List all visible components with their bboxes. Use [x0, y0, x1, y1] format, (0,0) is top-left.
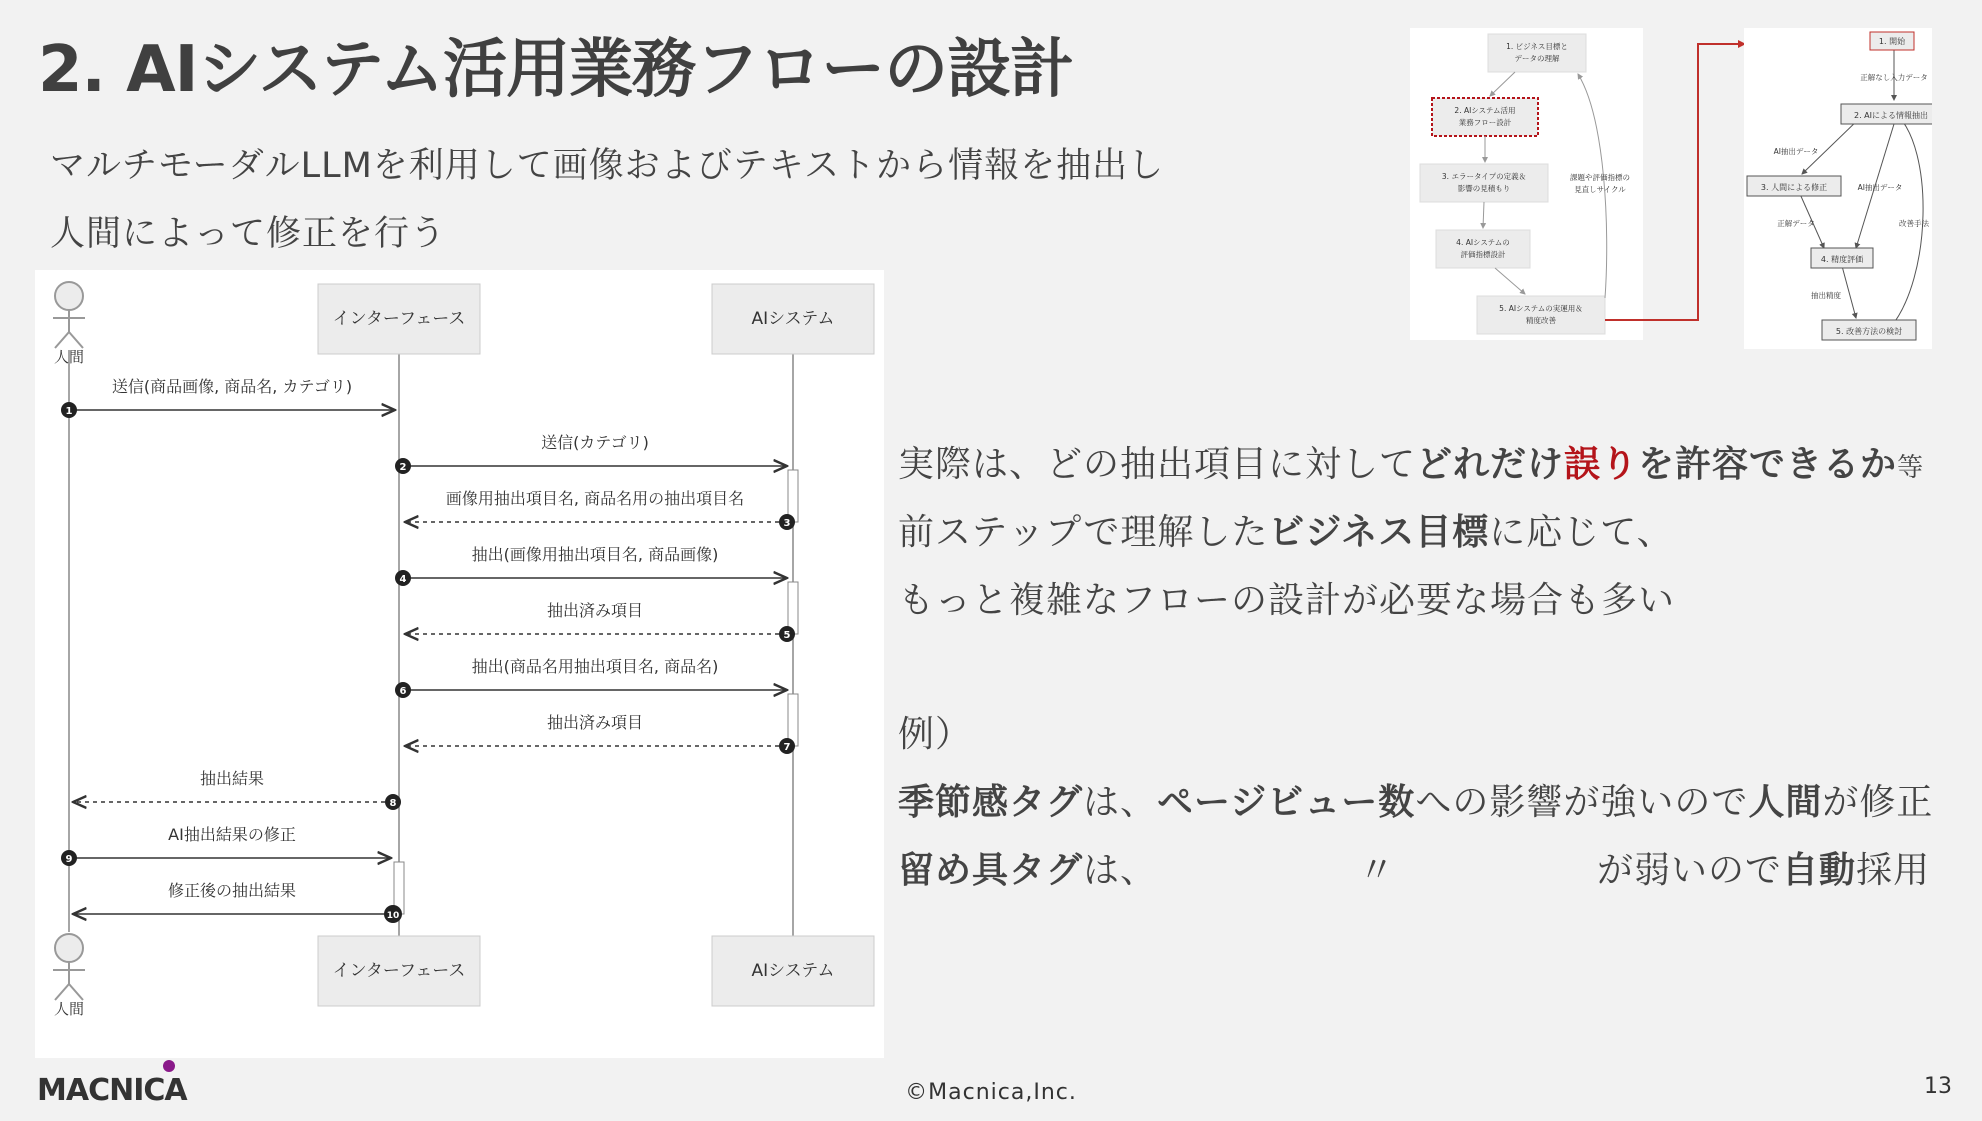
message-label-5: 抽出済み項目: [546, 601, 644, 620]
actor-label-bottom: 人間: [53, 1000, 85, 1018]
svg-text:6: 6: [399, 686, 407, 697]
svg-text:9: 9: [65, 854, 73, 865]
body-line-5: 季節感タグは、ページビュー数への影響が強いので人間が修正: [898, 782, 1934, 823]
message-label-3: 画像用抽出項目名, 商品名用の抽出項目名: [445, 489, 745, 508]
sequence-diagram: [35, 270, 884, 1058]
message-label-4: 抽出(画像用抽出項目名, 商品画像): [471, 545, 719, 564]
participant-label-interface-top: インターフェース: [332, 309, 466, 329]
activation-ai-2: [788, 582, 798, 634]
subtitle-line-1: マルチモーダルLLMを利用して画像およびテキストから情報を抽出し: [50, 146, 1165, 186]
detail-flow-thumbnail: [1744, 28, 1932, 349]
flow-step-1: [1488, 34, 1586, 72]
flow-loop-label: 課題や評価指標の: [1570, 173, 1630, 182]
svg-text:8: 8: [389, 798, 397, 809]
message-label-6: 抽出(商品名用抽出項目名, 商品名): [471, 657, 719, 676]
activation-ai-1: [788, 470, 798, 522]
svg-text:データの理解: データの理解: [1514, 54, 1560, 63]
svg-text:4. 精度評価: 4. 精度評価: [1820, 255, 1864, 264]
svg-text:4: 4: [399, 574, 407, 585]
sequence-diagram-svg: [35, 270, 884, 1058]
svg-text:正解データ: 正解データ: [1777, 219, 1815, 228]
thumbnail-connector-arrow: [1600, 30, 1750, 330]
message-label-1: 送信(商品画像, 商品名, カテゴリ): [111, 377, 353, 396]
svg-text:改善手法: 改善手法: [1899, 219, 1929, 228]
svg-text:1: 1: [65, 406, 73, 417]
subtitle-line-2: 人間によって修正を行う: [50, 214, 447, 254]
body-line-3: もっと複雑なフローの設計が必要な場合も多い: [898, 580, 1676, 621]
copyright: ©Macnica,Inc.: [905, 1080, 1077, 1105]
svg-text:MACNICA: MACNICA: [37, 1073, 187, 1104]
message-label-7: 抽出済み項目: [546, 713, 644, 732]
actor-figure-top: [53, 282, 85, 348]
ditto-mark: 〃: [1358, 850, 1396, 891]
message-label-9: AI抽出結果の修正: [168, 825, 296, 844]
svg-text:抽出精度: 抽出精度: [1811, 291, 1841, 300]
svg-text:2. AIシステム活用: 2. AIシステム活用: [1454, 106, 1516, 115]
svg-text:5. 改善方法の検討: 5. 改善方法の検討: [1835, 327, 1903, 336]
svg-text:精度改善: 精度改善: [1526, 316, 1556, 325]
svg-text:5: 5: [783, 630, 791, 641]
svg-text:正解なし入力データ: 正解なし入力データ: [1860, 73, 1928, 82]
message-label-8: 抽出結果: [199, 769, 265, 788]
svg-text:3. 人間による修正: 3. 人間による修正: [1760, 183, 1828, 192]
page-number: 13: [1924, 1074, 1952, 1099]
flow-step-3: [1420, 164, 1548, 202]
svg-text:1. 開始: 1. 開始: [1878, 37, 1906, 46]
svg-text:業務フロー設計: 業務フロー設計: [1458, 118, 1512, 127]
svg-text:AI抽出データ: AI抽出データ: [1857, 183, 1903, 192]
participant-label-ai-top: AIシステム: [751, 309, 835, 329]
svg-text:4. AIシステムの: 4. AIシステムの: [1456, 238, 1510, 247]
svg-text:見直しサイクル: 見直しサイクル: [1574, 185, 1626, 194]
svg-text:影響の見積もり: 影響の見積もり: [1457, 184, 1511, 193]
svg-text:2. AIによる情報抽出: 2. AIによる情報抽出: [1853, 111, 1929, 120]
flow-step-5: [1477, 296, 1605, 334]
message-label-2: 送信(カテゴリ): [541, 433, 649, 452]
participant-label-ai-bottom: AIシステム: [751, 961, 835, 981]
flow-step-2-highlighted: [1432, 98, 1538, 136]
svg-text:10: 10: [386, 911, 400, 921]
actor-label-top: 人間: [53, 348, 85, 366]
message-label-10: 修正後の抽出結果: [167, 881, 297, 900]
activation-ai-3: [788, 694, 798, 746]
actor-figure-bottom: [53, 934, 85, 1000]
svg-text:5. AIシステムの実運用＆: 5. AIシステムの実運用＆: [1499, 304, 1583, 313]
svg-text:3: 3: [783, 518, 791, 529]
slide-title: 2. AIシステム活用業務フローの設計: [38, 33, 1074, 107]
body-line-1: 実際は、どの抽出項目に対してどれだけ誤りを許容できるか等: [898, 444, 1925, 485]
svg-text:1. ビジネス目標と: 1. ビジネス目標と: [1506, 42, 1568, 51]
participant-label-interface-bottom: インターフェース: [332, 961, 466, 981]
body-line-6: 留め具タグは、 〃 が弱いので自動採用: [898, 842, 1930, 893]
svg-text:2: 2: [399, 462, 407, 473]
example-label: 例）: [898, 714, 973, 755]
svg-text:AI抽出データ: AI抽出データ: [1773, 147, 1819, 156]
flow-step-4: [1436, 230, 1530, 268]
svg-text:評価指標設計: 評価指標設計: [1460, 250, 1506, 259]
svg-text:3. エラータイプの定義＆: 3. エラータイプの定義＆: [1441, 172, 1527, 181]
svg-text:7: 7: [783, 742, 791, 753]
body-line-2: 前ステップで理解したビジネス目標に応じて、: [898, 512, 1674, 553]
emphasis-error: 誤り: [1564, 444, 1639, 485]
